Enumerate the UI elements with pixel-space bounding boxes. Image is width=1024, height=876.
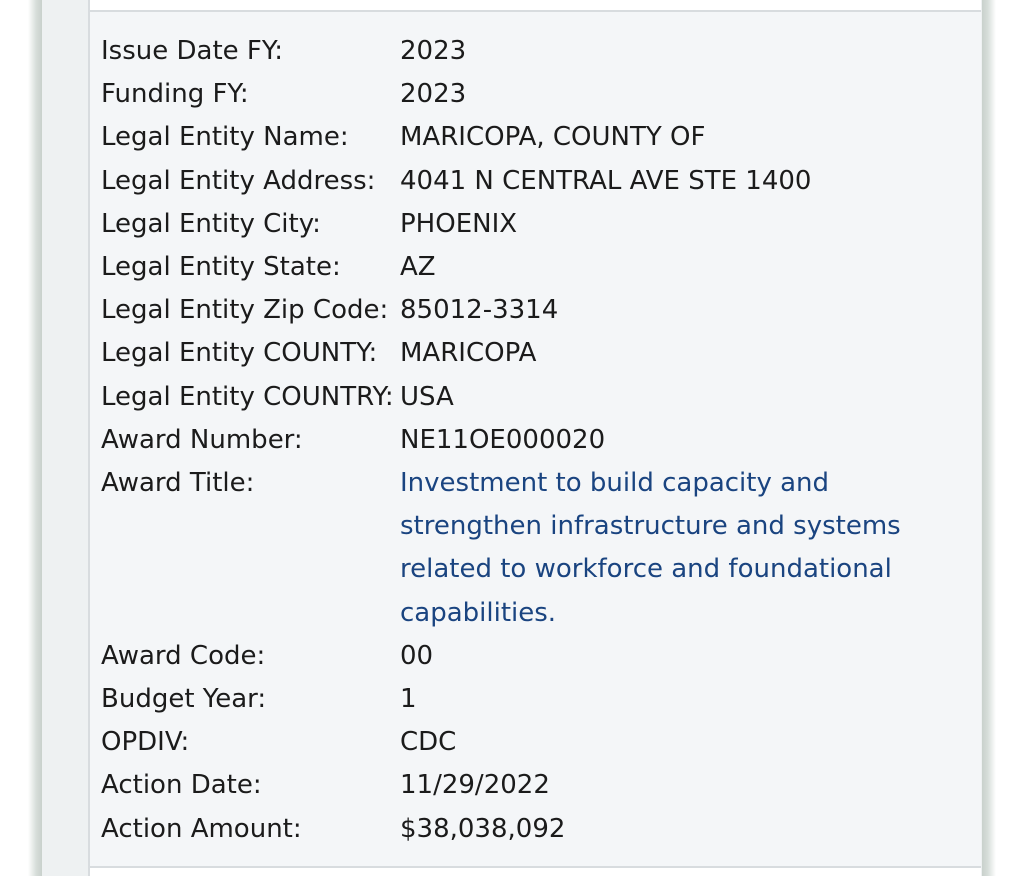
detail-row-legal-entity-county [101, 332, 961, 375]
legal-entity-name-label: Legal Entity Name: [101, 122, 349, 153]
funding-fy-value: 2023 [400, 79, 467, 110]
legal-entity-address-value: 4041 N CENTRAL AVE STE 1400 [400, 165, 812, 196]
legal-entity-county-label: Legal Entity COUNTY: [101, 338, 378, 369]
legal-entity-country-value: USA [400, 381, 454, 412]
award-title-link[interactable]: Investment to build capacity and strengthen infrastructure and systems related to workforce and foundational capabilities. [400, 468, 901, 628]
legal-entity-address-label: Legal Entity Address: [101, 165, 376, 196]
detail-row-award-number [101, 419, 961, 462]
award-title-label: Award Title: [101, 468, 255, 499]
award-code-label: Award Code: [101, 640, 266, 671]
action-date-label: Action Date: [101, 770, 262, 801]
legal-entity-county-value: MARICOPA [400, 338, 537, 369]
detail-row-legal-entity-zip-code [101, 289, 961, 332]
action-date-value: 11/29/2022 [400, 770, 550, 801]
detail-row-action-amount [101, 808, 961, 851]
legal-entity-name-value: MARICOPA, COUNTY OF [400, 122, 706, 153]
budget-year-value: 1 [400, 684, 417, 715]
legal-entity-state-label: Legal Entity State: [101, 252, 341, 283]
next-card-edge [88, 868, 981, 876]
legal-entity-city-value: PHOENIX [400, 208, 518, 239]
detail-row-award-title [101, 462, 961, 635]
detail-row-funding-fy [101, 73, 961, 116]
legal-entity-country-label: Legal Entity COUNTRY: [101, 381, 394, 412]
funding-fy-label: Funding FY: [101, 79, 249, 110]
legal-entity-zip-code-value: 85012-3314 [400, 295, 559, 326]
left-edge-shadow [28, 0, 42, 876]
action-amount-label: Action Amount: [101, 813, 302, 844]
previous-card-edge [88, 0, 981, 10]
detail-row-issue-date-fy [101, 30, 961, 73]
detail-row-action-date [101, 764, 961, 807]
right-edge-shadow [982, 0, 996, 876]
issue-date-fy-label: Issue Date FY: [101, 36, 284, 66]
legal-entity-zip-code-label: Legal Entity Zip Code: [101, 295, 389, 326]
detail-row-legal-entity-state [101, 246, 961, 289]
detail-row-legal-entity-name [101, 116, 961, 159]
detail-row-award-code [101, 635, 961, 678]
award-number-label: Award Number: [101, 424, 303, 455]
opdiv-value: CDC [400, 727, 457, 758]
award-code-value: 00 [400, 640, 434, 671]
action-amount-value: $38,038,092 [400, 813, 566, 844]
award-details-list [101, 30, 961, 851]
detail-row-legal-entity-city [101, 203, 961, 246]
legal-entity-city-label: Legal Entity City: [101, 208, 321, 239]
opdiv-label: OPDIV: [101, 727, 190, 758]
detail-row-budget-year [101, 678, 961, 721]
detail-row-legal-entity-country [101, 376, 961, 419]
award-number-value: NE11OE000020 [400, 424, 606, 455]
budget-year-label: Budget Year: [101, 684, 267, 715]
detail-row-legal-entity-address [101, 160, 961, 203]
detail-row-opdiv [101, 721, 961, 764]
legal-entity-state-value: AZ [400, 252, 436, 283]
issue-date-fy-value: 2023 [400, 36, 467, 66]
